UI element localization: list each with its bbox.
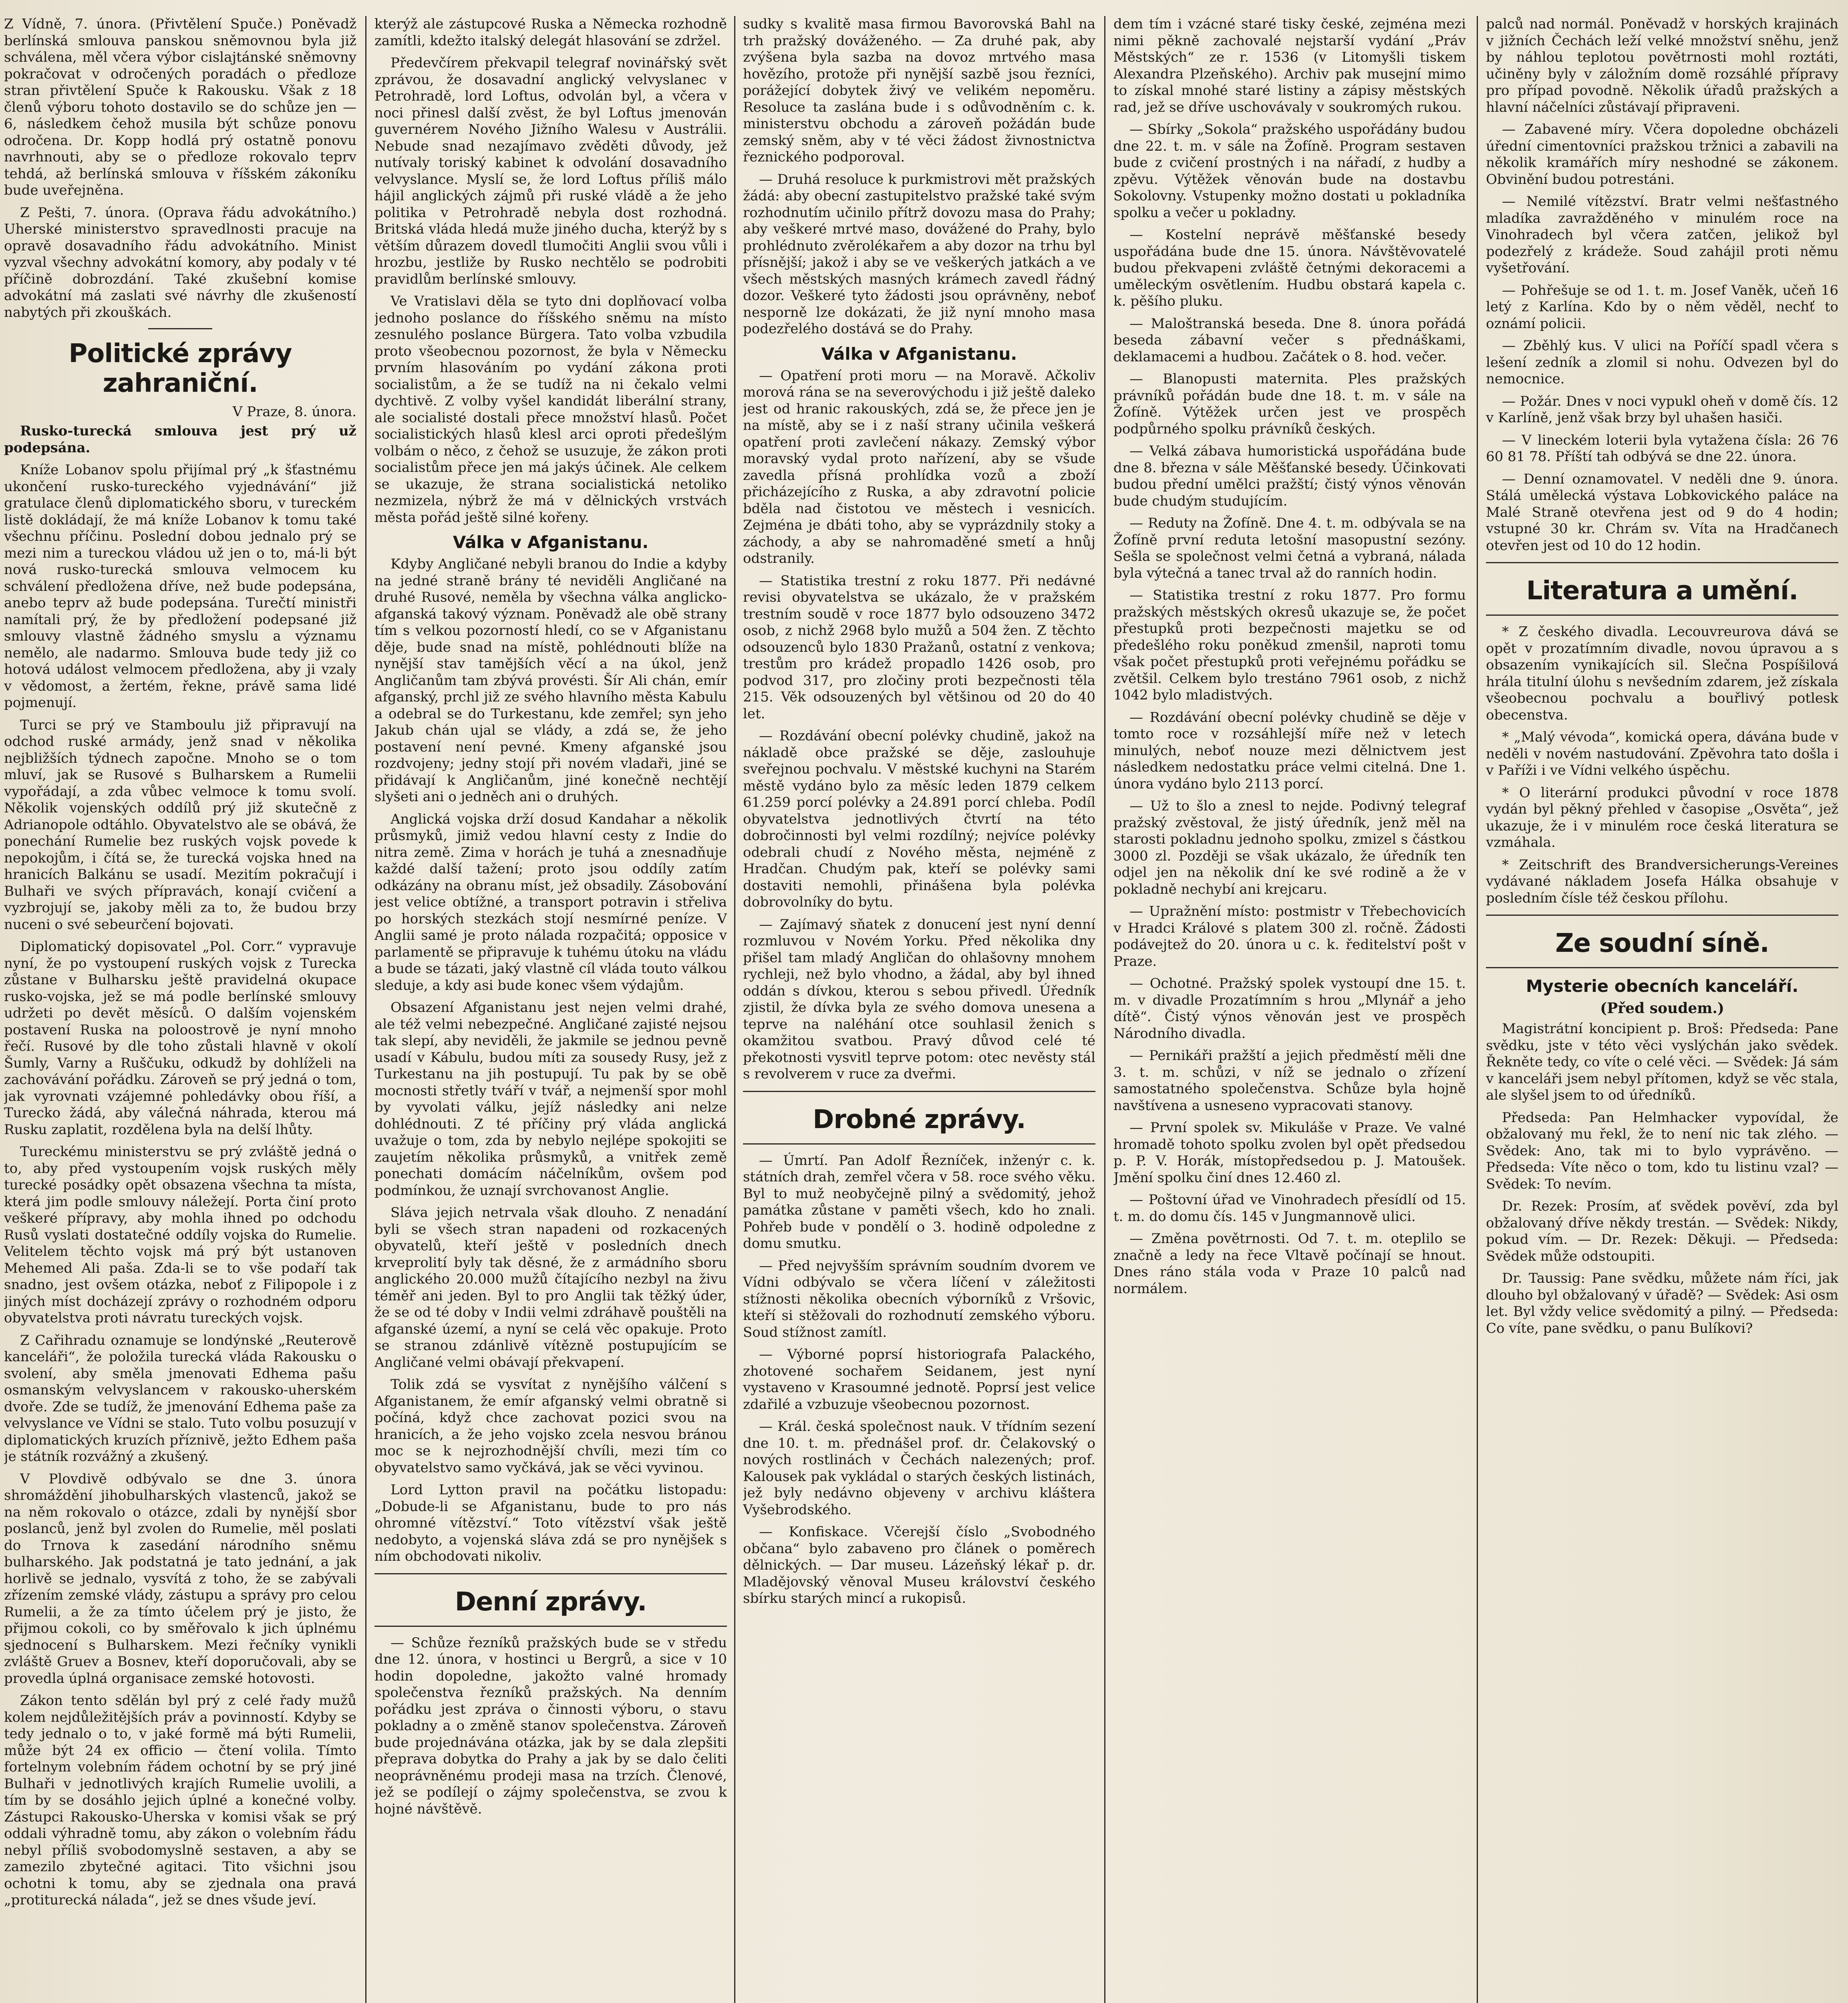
article-paragraph: Kníže Lobanov spolu přijímal prý „k šťastnému ukončení rusko-tureckého vyjednávání“ již gratulace členů diplomatického sboru, v tureckém listě dokládají, že má kníže Lobanov k tomu také všechnu příčinu. Poslední dobou jednalo prý se mezi nim a tureckou vládou už jen o to, má-li být nová rusko-turecká smlouva velmocem ku schválení předložena dříve, než bude podepsána, anebo teprv až bude podepsána. Turečtí ministři namítali prý, že by předložení podepsané již smlouvy vlastně žádného smyslu a významu nemělo, ale nadarmo. Smlouva bude tedy již co hotová událost velmocem předložena, aby ji vzaly v vědomost, a žertém, řekne, právě sama lidé pojmenují. xyxy=(4,462,356,711)
article-paragraph: Turci se prý ve Stamboulu již připravují na odchod ruské armády, jenž snad v několika nejbližších týdnech započne. Mnoho se o tom mluví, jak se Rusové s Bulharskem a Rumelii vypořádají, a zda vůbec velmoce k tomu svolí. Několik vojenských oddílů prý již skutečně z Adrianopole odtáhlo. Obyvatelstvo ale se obává, že ponechání Rumelie bez ruských vojsk povede k nepokojům, i čítá se, že turecká vojska hned na hranicích Balkánu se usadí. Mezitím pokračují i Bulhaři ve svých přípravách, konají cvičení a vyzbrojují se, jakoby měli za to, že budou brzy nuceni o své sebeurčení bojovati. xyxy=(4,717,356,933)
article-paragraph: — Změna povětrnosti. Od 7. t. m. oteplilo se značně a ledy na řece Vltavě počínají se hnout. Dnes ráno stála voda v Praze 10 palců nad normálem. xyxy=(1113,1231,1466,1297)
article-paragraph: sudky s kvalitě masa firmou Bavorovská Bahl na trh pražský dováženého. — Za druhé pak, aby zvýšena byla sazba na dovoz mrtvého masa hovězího, protože při nynější sazbě jsou řezníci, porážející dobytek živý ve velikém nepoměru. Resoluce ta zaslána bude i s odůvodněním c. k. ministerstvu obchodu a zároveň požádán bude zemský sněm, aby v té věci žádost živnostnictva řeznického podporoval. xyxy=(743,16,1095,165)
article-paragraph: — Ochotné. Pražský spolek vystoupí dne 15. t. m. v divadle Prozatímním s hrou „Mlynář a jeho dítě“. Čistý výnos věnován jest ve prospěch Národního divadla. xyxy=(1113,975,1466,1042)
article-paragraph: Tolik zdá se vysvítat z nynějšího válčení s Afganistanem, že emír afganský velmi obratně si počíná, když chce zachovat pozici svou na hranicích, a že jeho vojsko zcela nesvou bránou moc se k nejrozhodnější chvíli, mezi tím co obyvatelstvo samo vyčkává, jak se věci vyvinou. xyxy=(374,1376,727,1476)
section-heading-literature-art: Literatura a umění. xyxy=(1526,576,1798,606)
article-heading-afghanistan: Válka v Afganistanu. xyxy=(453,532,649,552)
article-paragraph: Předevčírem překvapil telegraf novinářský svět zprávou, že dosavadní anglický velvyslanec v Petrohradě, lord Loftus, odvolán byl, a včera v noci přinesl další zvěst, že byl Loftus jmenován guvernérem Nového Jižního Walesu v Austrálii. Nebude snad nezajímavo zvěděti důvody, jež nutívaly toriský kabinet k odvolání dosavadního velvyslance. Myslí se, že lord Loftus příliš málo hájil anglických zájmů při ruské vládě a že jeho politika v Petrohradě nebyla dost rozhodná. Britská vláda hledá muže jiného ducha, kterýž by s větším důrazem dovedl tlumočiti Anglii svou vůli i hrozbu, jestliže by Rusko nechtělo se podrobiti pravidlům berlínské smlouvy. xyxy=(374,55,727,287)
article-paragraph: Sláva jejich netrvala však dlouho. Z nenadání byli se všech stran napadeni od rozkacených obyvatelů, kteří ještě v posledních dnech krveprolití byly tak děsné, že z armádního sboru anglického 20.000 mužů čítajícího nezbyl na živu téměř ani jeden. Byl to pro Anglii tak těžký úder, že se od té doby v Indii velmi zdráhavě pouštěli na afganské území, a nyní se celá věc opakuje. Proto se stranou zdánlivě vítězně postupujícím se Angličané velmi obávají překvapení. xyxy=(374,1205,727,1370)
article-paragraph: — Rozdávání obecní polévky chudině, jakož na nákladě obce pražské se děje, zaslouhuje sveřejnou pochvalu. V městské kuchyni na Starém městě vydáno bylo za měsíc leden 1879 celkem 61.259 porcí polévky a 24.891 porcí chleba. Podíl obyvatelstva jednotlivých čtvrtí na této dobročinnosti byl velmi rozdílný; nejvíce polévky odebrali chudí z Nového města, nejméně z Hradčan. Chudým pak, kteří se polévky sami dostaviti nemohli, přinášena byla polévka dobrovolníky do bytu. xyxy=(743,728,1095,910)
article-paragraph: — Král. česká společnost nauk. V třídním sezení dne 10. t. m. přednášel prof. dr. Čelakovský o nových rostlinách v Čechách nalezených; prof. Kalousek pak vykládal o starých českých listinách, jež byly nedávno objeveny v archivu kláštera Vyšebrodského. xyxy=(743,1419,1095,1518)
article-paragraph: Zákon tento sdělán byl prý z celé řady mužů kolem nejdůležitějších práv a povinností. Kdyby se tedy jednalo o to, v jaké formě má býti Rumelii, může být 24 ex officio — čtení volila. Tímto fortelnym volebním řádem ochotní by se prý jiné Bulhaři v jednotlivých krajích Rumelie uvolili, a tím by se dosáhlo jejich úplné a konečné volby. Zástupci Rakousko-Uherska v komisi však se prý oddali výhradně tomu, aby zákon o volebním řádu nebyl příliš svobodomyslně sestaven, a aby se zamezilo zbytečné agitaci. Tito všichni jsou ochotni k tomu, aby se zjednala ona pravá „protiturecká nálada“, jež se dnes všude jeví. xyxy=(4,1693,356,1908)
section-heading-small-news: Drobné zprávy. xyxy=(813,1104,1026,1134)
column-rule xyxy=(1477,16,1478,2003)
article-paragraph: Diplomatický dopisovatel „Pol. Corr.“ vypravuje nyní, že po vystoupení ruských vojsk z Turecka zůstane v Bulharsku ještě pravidelná okupace rusko-vojska, jež se má podle berlínské smlouvy udržeti po devět měsíců. O dalším vojenském postavení Ruska na poloostrově je nyní mnoho řečí. Rusové by dle toho zůstali hlavně v okolí Šumly, Varny a Ruščuku, odkudž by dohlíželi na zachovávání pořádku. Zároveň se prý jedná o tom, jak vyrovnati vzájemné pohledávky obou říší, a Turecko žádá, aby válečná náhrada, kterou má Rusku zaplatit, rozdělena byla na delší lhůty. xyxy=(4,939,356,1138)
article-paragraph: Předseda: Pan Helmhacker vypovídal, že obžalovaný mu řekl, že to není nic tak zlého. — Svědek: Ano, tak mi to bylo vyprávěno. — Předseda: Víte něco o tom, kdo tu listinu vzal? — Svědek: To nevím. xyxy=(1486,1109,1838,1192)
separator xyxy=(148,328,212,329)
article-paragraph: — Reduty na Žofíně. Dne 4. t. m. odbývala se na Žofíně první reduta letošní masopustní sezóny. Sešla se společnost velmi četná a vybraná, nálada byla výtečná a tanec trval až do ranních hodin. xyxy=(1113,515,1466,581)
article-paragraph: — Už to šlo a znesl to nejde. Podivný telegraf pražský zvěstoval, že jistý úředník, jenž měl na starosti pokladnu jednoho spolku, zmizel s částkou 3000 zl. Později se však ukázalo, že úředník ten odjel jen na několik dní ke své rodině a že v pokladně nechybí ani krejcaru. xyxy=(1113,798,1466,897)
article-paragraph: — Maloštranská beseda. Dne 8. února pořádá beseda zábavní večer s přednáškami, deklamacemi a hudbou. Začátek o 8. hod. večer. xyxy=(1113,315,1466,365)
article-paragraph: Dr. Rezek: Prosím, ať svědek pověví, zda byl obžalovaný dříve někdy trestán. — Svědek: Nikdy, pokud vím. — Dr. Rezek: Děkuji. — Předseda: Svědek může odstoupiti. xyxy=(1486,1198,1838,1264)
article-paragraph: — Výborné poprsí historiografa Palackého, zhotovené sochařem Seidanem, jest nyní vystaveno v Krasoumné jednotě. Poprsí jest velice zdařilé a vzbuzuje všeobecnou pozornost. xyxy=(743,1346,1095,1413)
column-rule xyxy=(1104,16,1105,2003)
column-1 xyxy=(4,16,356,2003)
article-paragraph: — Denní oznamovatel. V neděli dne 9. února. Stálá umělecká výstava Lobkovického paláce na Malé Straně otevřena jest od 9 do 4 hodin; vstupné 30 kr. Chrám sv. Víta na Hradčanech otevřen jest od 10 do 12 hodin. xyxy=(1486,471,1838,554)
column-rule xyxy=(365,16,366,2003)
article-lead: Rusko-turecká smlouva jest prý už podepsána. xyxy=(4,423,356,456)
article-paragraph: — Druhá resoluce k purkmistrovi mět pražských žádá: aby obecní zastupitelstvo pražské také svým rozhodnutím učinilo přítrž dovozu masa do Prahy; aby veškeré mrtvé maso, dovážené do Prahy, bylo prohlédnuto zvěrolékařem a aby dozor na trhu byl přísnější; jakož i aby se ve veškerých jatkách a ve všech městských masných krámech zavedl řádný dozor. Veškeré tyto žádosti jsou oprávněny, neboť nesporně lze dokázati, že již nyní mnoho masa podezřelého dostává se do Prahy. xyxy=(743,171,1095,337)
article-paragraph: — Pernikáři pražští a jejich předměstí měli dne 3. t. m. schůzi, v níž se jednalo o zřízení samostatného společenstva. Schůze byla hojně navštívena a usneseno vypracovati stanovy. xyxy=(1113,1048,1466,1114)
article-paragraph: Dr. Taussig: Pane svědku, můžete nám říci, jak dlouho byl obžalovaný v úřadě? — Svědek: Asi osm let. Byl vždy velice svědomitý a pilný. — Předseda: Co víte, pane svědku, o panu Bulíkovi? xyxy=(1486,1270,1838,1336)
article-paragraph: V Plovdivě odbývalo se dne 3. února shromáždění jihobulharských vlastenců, jakož se na něm rokovalo o otázce, zdali by nynější sbor poslanců, jenž byl zvolen do Rumelie, měl poslati do Trnova k zasedání národního sněmu bulharského. Jak podstatná je tato jednání, a jak horlivě se jednalo, vysvítá z toho, že se zabývali zřízením zemské vlády, zástupu a správy pro celou Rumelii, a že za tímto účelem prý je jisto, že přijmou cokoli, co by směřovalo k jich úplnému sjednocení s Bulharskem. Mezi řečníky vynikli zvláště Gruev a Bosnev, kteří doporučovali, aby se provedla úplná organisace zemské hotovosti. xyxy=(4,1471,356,1687)
article-paragraph: — Sbírky „Sokola“ pražského uspořádány budou dne 22. t. m. v sále na Žofíně. Program sestaven bude z cvičení prostných i na nářadí, z hudby a zpěvu. Výtěžek věnován bude na dostavbu Sokolovny. Vstupenky možno dostati u pokladníka spolku a večer u pokladny. xyxy=(1113,121,1466,221)
article-paragraph: * O literární produkci původní v roce 1878 vydán byl pěkný přehled v časopise „Osvěta“, jež ukazuje, že i v minulém roce česká literatura se vzmáhala. xyxy=(1486,784,1838,850)
article-paragraph: * Z českého divadla. Lecouvreurova dává se opět v prozatímním divadle, novou úpravou a s obsazením vynikajících sil. Slečna Pospíšilová hrála titulní úlohu s nevšedním zdarem, jež získala všeobecnou pochvalu a bouřlivý potlesk obecenstva. xyxy=(1486,624,1838,723)
article-paragraph: * Zeitschrift des Brandversicherungs-Vereines vydávané nákladem Josefa Hálka obsahuje v posledním čísle též českou přílohu. xyxy=(1486,856,1838,906)
article-paragraph: — Zabavené míry. Včera dopoledne obcházeli úřední cimentovníci pražskou tržnici a zabavili na několik kramářích míry neshodné se zákonem. Obvinění budou potrestáni. xyxy=(1486,121,1838,187)
article-pest: Z Pešti, 7. února. (Oprava řádu advokátního.) Uherské ministerstvo spravedlnosti pracuje na opravě dosavadního řádu advokátního. Minist vyzval všechny advokátní komory, aby podaly v té příčině dobrozdání. Také zkušební komise advokátní má zaslati své návrhy dle zkušeností nabytých při zkouškách. xyxy=(4,204,356,320)
article-paragraph: — Zajímavý sňatek z donucení jest nyní denní rozmluvou v Novém Yorku. Před několika dny přišel tam mladý Angličan do ohlašovny mnohem rychleji, než bylo vhodno, a žádal, aby byl ihned oddán s dívkou, kterou s sebou přivedl. Úředník zjistil, že dívka byla ze svého domova unesena a teprve na naléhání otce souhlasil ženich s okamžitou svatbou. Pravý důvod celé té překotnosti vysvitl teprve potom: otec nevěsty stál s revolverem v ruce za dveřmi. xyxy=(743,916,1095,1082)
article-paragraph: — Statistika trestní z roku 1877. Pro formu pražských městských okresů ukazuje se, že počet přestupků proti bezpečnosti majetku se od předešlého roku poněkud zmenšil, naproti tomu však počet přestupků proti veřejnému pořádku se zvětšil. Celkem bylo trestáno 7961 osob, z nichž 1042 bylo mladistvých. xyxy=(1113,587,1466,703)
column-5 xyxy=(1486,16,1838,2003)
article-paragraph: — První spolek sv. Mikuláše v Praze. Ve valné hromadě tohoto spolku zvolen byl opět předsedou p. P. V. Horák, místopředsedou p. J. Matoušek. Jmění spolku činí dnes 12.460 zl. xyxy=(1113,1120,1466,1186)
article-paragraph: — Před nejvyšším správním soudním dvorem ve Vídni odbývalo se včera líčení v záležitosti stížnosti několika obecních výborníků z Vršovic, kteří si stěžovali do rozhodnutí zemského výboru. Soud stížnost zamítl. xyxy=(743,1257,1095,1340)
article-paragraph: Tureckému ministerstvu se prý zvláště jedná o to, aby před vystoupením vojsk ruských měly turecké posádky opět obsazena všechna ta místa, která jim podle smlouvy náležejí. Porta činí proto veškeré přípravy, aby mohla ihned po odchodu Rusů vyslati dostatečné oddíly vojska do Rumelie. Velitelem těchto vojsk má prý být ustanoven Mehemed Ali paša. Zda-li se to vše podaří tak snadno, jest ovšem otázka, neboť z Filipopole i z jiných míst docházejí zprávy o rozhodném odporu obyvatelstva proti návratu tureckých vojsk. xyxy=(4,1144,356,1326)
article-paragraph: Anglická vojska drží dosud Kandahar a několik průsmyků, jimiž vedou hlavní cesty z Indie do nitra země. Zima v horách je tuhá a znesnadňuje každé další tažení; proto jsou oddíly zatím odkázány na obranu míst, jež obsadily. Zásobování jest velice obtížné, a transport potravin i střeliva po horských stezkách stojí nesmírné peníze. V Anglii samé je proto nálada rozpačitá; opposice v parlamentě se připravuje k tuhému útoku na vládu a bude se tázati, jaký vlastně cíl vláda touto válkou sleduje, a kdy asi bude konec všem výdajům. xyxy=(374,811,727,993)
article-paragraph: Z Cařihradu oznamuje se londýnské „Reuterově kanceláři“, že položila turecká vláda Rakousku o svolení, aby směla jmenovati Edhema pašu osmanským velvyslancem v rakousko-uherském dvoře. Zde se tudíž, že jmenování Edhema paše za velvyslance ve Vídni se stalo. Tuto volbu posuzují v diplomatických kruzích příznivě, ježto Edhem paša je státník rozvážný a zkušený. xyxy=(4,1332,356,1465)
article-paragraph: — Opatření proti moru — na Moravě. Ačkoliv morová rána se na severovýchodu i již ještě daleko jest od hranic rakouských, zdá se, že přece jen je na místě, aby se i z naší strany učinila veškerá opatření proti zavlečení nákazy. Zemský výbor moravský vydal proto nařízení, aby se všude zavedla přísná prohlídka vozů a zboží přicházejícího z Ruska, a aby zdravotní policie bděla nad čistotou ve městech i vesnicích. Zejména je dbáti toho, aby se vyprázdnily stoky a záchody, a aby se nahromaděné smetí a hnůj odstranily. xyxy=(743,367,1095,566)
column-2 xyxy=(374,16,727,2003)
article-paragraph: kterýž ale zástupcové Ruska a Německa rozhodně zamítli, kdežto italský delegát hlasování se zdržel. xyxy=(374,16,727,49)
article-heading: Válka v Afganistanu. xyxy=(821,344,1017,364)
article-paragraph: — Blanopusti maternita. Ples pražských právníků pořádán bude dne 18. t. m. v sále na Žofíně. Výtěžek určen jest ve prospěch podpůrného spolku právníků českých. xyxy=(1113,371,1466,437)
article-paragraph: — Kostelní neprávě měšťanské besedy uspořádána bude dne 15. února. Návštěvovatelé budou překvapeni zvláště četnými dekoracemi a uměleckým osvětlením. Hudbu obstará kapela c. k. pěšího pluku. xyxy=(1113,227,1466,309)
article-paragraph: Lord Lytton pravil na počátku listopadu: „Dobude-li se Afganistanu, bude to pro nás ohromné vítězství.“ Toto vítězství však ještě nedobyto, a vojenská sláva zdá se pro nynějšek s ním obchodovati nikoliv. xyxy=(374,1482,727,1564)
article-paragraph: Obsazení Afganistanu jest nejen velmi drahé, ale též velmi nebezpečné. Angličané zajisté nejsou tak slepí, aby neviděli, že jakmile se jednou pevně usadí v Kábulu, budou míti za sousedy Rusy, jež z Turkestanu na jih postupují. Tu pak by se obě mocnosti střetly tváří v tvář, a nejmenší spor mohl by vyvolati válku, jejíž následky ani nelze dohlédnouti. Z té příčiny prý vláda anglická uvažuje o tom, zda by nebylo nejlépe spokojiti se zaujetím několika průsmyků, a vnitřek země ponechati domácím náčelníkům, ovšem pod podmínkou, že uznají svrchovanost Anglie. xyxy=(374,999,727,1199)
article-paragraph: — Zběhlý kus. V ulici na Poříčí spadl včera s lešení zedník a zlomil si nohu. Odvezen byl do nemocnice. xyxy=(1486,338,1838,387)
column-rule xyxy=(734,16,735,2003)
article-paragraph: — Schůze řezníků pražských bude se v středu dne 12. února, v hostinci u Bergrů, a sice v 10 hodin dopoledne, jakožto valné hromady společenstva řezníků pražských. Na denním pořádku jest zpráva o činnosti výboru, o stavu pokladny a o změně stanov společenstva. Zároveň bude projednávána otázka, jak by se dala zlepšiti přeprava dobytka do Prahy a jak by se dalo čeliti neoprávněnému prodeji masa na trzích. Členové, jež se podílejí o zájmy společenstva, se zvou k hojné návštěvě. xyxy=(374,1634,727,1817)
article-paragraph: dem tím i vzácné staré tisky české, zejména mezi nimi pěkně zachovalé nejstarší vydání „Práv Městských“ ze r. 1536 (v Litomyšli tiskem Alexandra Plzeňského). Archiv pak musejní mimo to získal mnohé staré listiny a zápisy městských rad, jež se dříve uschovávaly v soukromých rukou. xyxy=(1113,16,1466,115)
article-paragraph: — Konfiskace. Včerejší číslo „Svobodného občana“ bylo zabaveno pro článek o poměrech dělnických. — Dar museu. Lázeňský lékař p. dr. Mladějovský věnoval Museu království českého sbírku starých mincí a rukopisů. xyxy=(743,1524,1095,1606)
article-paragraph: — Upražnění místo: postmistr v Třebechovicích v Hradci Králové s platem 300 zl. ročně. Žádosti podávejtež do 20. února u c. k. ředitelství pošt v Praze. xyxy=(1113,903,1466,969)
article-paragraph: — Nemilé vítězství. Bratr velmi nešťastného mladíka zavražděného v minulém roce na Vinohradech byl včera zatčen, jelikož byl podezřelý z krádeže. Soud zahájil proti němu vyšetřování. xyxy=(1486,193,1838,276)
article-paragraph: — Požár. Dnes v noci vypukl oheň v domě čís. 12 v Karlíně, jenž však brzy byl uhašen hasiči. xyxy=(1486,393,1838,426)
article-paragraph: Kdyby Angličané nebyli branou do Indie a kdyby na jedné straně brány té neviděli Angličané na druhé Rusové, neměla by všechna válka anglicko-afganská takový význam. Poněvadž ale obě strany tím s velkou pozorností hledí, co se v Afganistanu děje, bude snad na místě, pohlédnouti blíže na nynější stav tamějších věcí a na úkol, jenž Angličanům tam zbývá provésti. Šír Ali chán, emír afganský, prchl již ze svého hlavního města Kabulu a odebral se do Turkestanu, kde zemřel; syn jeho Jakub chán ujal se vlády, a zdá se, že jeho postavení není pevné. Kmeny afganské jsou rozdvojeny; jedny stojí při novém vladaři, jiné se přidávají k Angličanům, jiné konečně nechtějí slyšeti ani o jedněch ani o druhých. xyxy=(374,556,727,805)
column-4 xyxy=(1113,16,1466,2003)
article-paragraph: — Velká zábava humoristická uspořádána bude dne 8. března v sále Měšťanské besedy. Účinkovati budou přední umělci pražští; čistý výnos věnován bude chudým studujícím. xyxy=(1113,443,1466,509)
column-3 xyxy=(743,16,1095,2003)
article-paragraph: — Poštovní úřad ve Vinohradech přesídlí od 15. t. m. do domu čís. 145 v Jungmannově ulici. xyxy=(1113,1192,1466,1225)
section-heading-daily-news: Denní zprávy. xyxy=(455,1587,647,1617)
section-heading-court: Ze soudní síně. xyxy=(1555,929,1769,958)
article-paragraph: * „Malý vévoda“, komická opera, dávána bude v neděli v novém nastudování. Zpěvohra tato došla i v Paříži i ve Vídni velkého úspěchu. xyxy=(1486,729,1838,778)
article-paragraph: Magistrátní koncipient p. Broš: Předseda: Pane svědku, jste v této věci vyslýchán jako svědek. Řekněte tedy, co víte o celé věci. — Svědek: Já sám v kanceláři jsem nebyl přítomen, když se věc stala, ale slyšel jsem to od úředníků. xyxy=(1486,1021,1838,1103)
article-paragraph: — Pohřešuje se od 1. t. m. Josef Vaněk, učeň 16 letý z Karlína. Kdo by o něm věděl, nechť to oznámí policii. xyxy=(1486,282,1838,332)
article-paragraph: — Úmrtí. Pan Adolf Řezníček, inženýr c. k. státních drah, zemřel včera v 58. roce svého věku. Byl to muž neobyčejně pilný a svědomitý, jehož památka zůstane v paměti všech, kdo ho znali. Pohřeb bude v pondělí o 3. hodině odpoledne z domu smutku. xyxy=(743,1152,1095,1251)
section-heading-foreign-politics: Politické zprávy zahraniční. xyxy=(68,339,292,398)
article-paragraph: Ve Vratislavi děla se tyto dni doplňovací volba jednoho poslance do říšského sněmu na místo zesnulého poslance Bürgera. Tato volba vzbudila proto všeobecnou pozornost, že byla v Německu prvním hlasováním po vydání zákona proti socialistům, a že se tudíž na ni čekalo velmi dychtivě. Z volby vyšel kandidát liberální strany, ale socialisté dostali přece množství hlasů. Počet socialistických hlasů klesl arci oproti předešlým volbám o něco, z čehož se usuzuje, že zákon proti socialistům přece jen má jakýs účinek. Ale celkem se ukazuje, že strana socialistická netoliko nezmizela, nýbrž že má v dělnických vrstvách města pořád ještě silné kořeny. xyxy=(374,293,727,526)
article-vienna: Z Vídně, 7. února. (Přivtělení Spuče.) Poněvadž berlínská smlouva panskou sněmovnou byla již schválena, měl včera výbor cislajtánské sněmovny pokračovat v odročených poradách o předloze stran přivtělení Spuče k Rakousku. Však z 18 členů výboru tohoto dostavilo se do schůze jen — 6, následkem čehož musila být schůze ponovu odročena. Dr. Kopp hodlá prý ostatně ponovu navrhnouti, aby se o předloze rokovalo teprv tehdá, až berlínská smlouva v říšském zákoníku bude uveřejněna. xyxy=(4,16,356,198)
article-subheading: (Před soudem.) xyxy=(1600,1000,1724,1017)
article-heading-court: Mysterie obecních kanceláří. xyxy=(1526,976,1799,996)
dateline: V Praze, 8. února. xyxy=(232,404,356,420)
article-paragraph: palců nad normál. Poněvadž v horských krajinách v jižních Čechách leží velké množství sněhu, jenž by náhlou teplotou povětrnosti mohl roztáti, učiněny byly v záložním domě rozsáhlé přípravy pro případ povodně. Několik úřadů pražských a hlavní náčelníci zůstávají připraveni. xyxy=(1486,16,1838,115)
article-paragraph: — Statistika trestní z roku 1877. Při nedávné revisi obyvatelstva se ukázalo, že v pražském trestním soudě v roce 1877 bylo odsouzeno 3472 osob, z nichž 2968 bylo mužů a 504 žen. Z těchto odsouzenců bylo 1830 Pražanů, ostatní z venkova; trestům pro krádež propadlo 1426 osob, pro podvod 317, pro zločiny proti bezpečnosti těla 215. Věk odsouzených byl většinou od 20 do 40 let. xyxy=(743,572,1095,722)
article-paragraph: — V lineckém loterii byla vytažena čísla: 26 76 60 81 78. Příští tah odbývá se dne 22. února. xyxy=(1486,432,1838,465)
article-paragraph: — Rozdávání obecní polévky chudině se děje v tomto roce v rozsáhlejší míře než v letech minulých, neboť nouze mezi dělnictvem jest následkem nedostatku práce velmi citelná. Dne 1. února vydáno bylo 2113 porcí. xyxy=(1113,709,1466,792)
